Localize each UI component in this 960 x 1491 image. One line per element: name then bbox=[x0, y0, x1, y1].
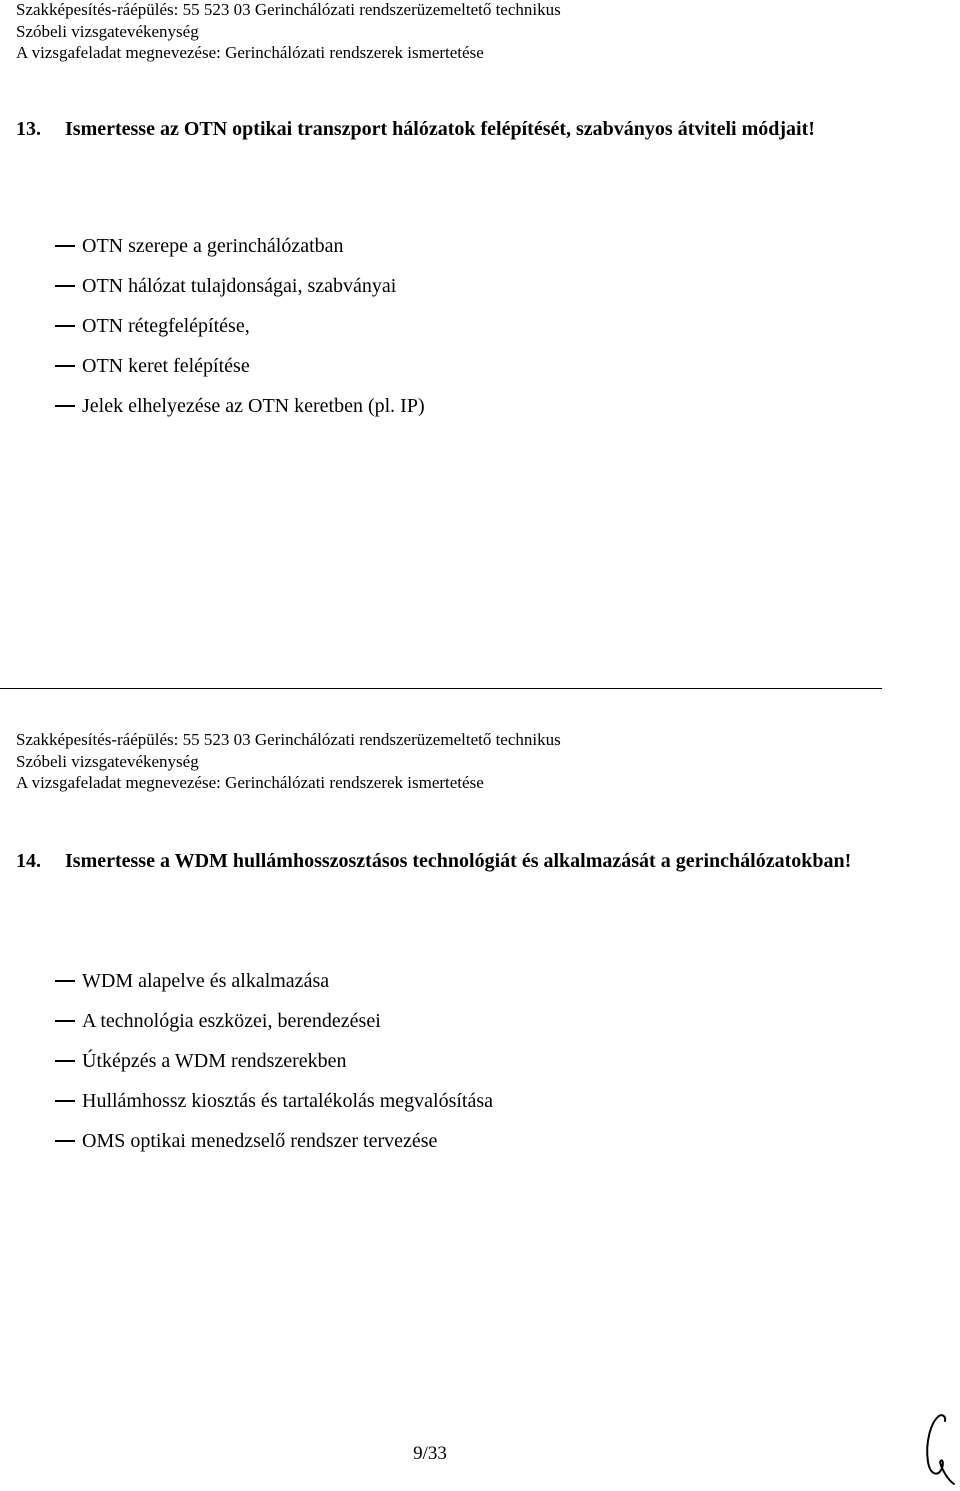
bullet-text: OTN szerepe a gerinchálózatban bbox=[82, 235, 344, 257]
bullet-text: OMS optikai menedzselő rendszer tervezése bbox=[82, 1130, 438, 1152]
dash-bullet-icon bbox=[55, 1060, 75, 1062]
bullet-text: A technológia eszközei, berendezései bbox=[82, 1010, 381, 1032]
header-qualification: Szakképesítés-ráépülés: 55 523 03 Gerinchálózati rendszerüzemeltető technikus bbox=[16, 730, 561, 749]
question-13 bbox=[16, 109, 872, 150]
bullet-item bbox=[55, 1081, 493, 1121]
dash-bullet-icon bbox=[55, 245, 75, 247]
question-text: Ismertesse a WDM hullámhosszosztásos technológiát és alkalmazását a gerinchálózatokban! bbox=[65, 850, 852, 872]
page-divider bbox=[0, 688, 882, 689]
dash-bullet-icon bbox=[55, 325, 75, 327]
header-exam-type: Szóbeli vizsgatevékenység bbox=[16, 751, 199, 771]
dash-bullet-icon bbox=[55, 1020, 75, 1022]
bullet-text: Jelek elhelyezése az OTN keretben (pl. IP) bbox=[82, 395, 425, 417]
header-qualification: Szakképesítés-ráépülés: 55 523 03 Gerinchálózati rendszerüzemeltető technikus bbox=[16, 0, 561, 19]
bullet-item bbox=[55, 226, 425, 266]
bullet-item bbox=[55, 1121, 493, 1161]
header-task-name: A vizsgafeladat megnevezése: Gerinchálózati rendszerek ismertetése bbox=[16, 43, 484, 62]
question-14 bbox=[16, 841, 872, 882]
bullet-text: Útképzés a WDM rendszerekben bbox=[82, 1050, 347, 1072]
dash-bullet-icon bbox=[55, 1140, 75, 1142]
bullet-text: OTN keret felépítése bbox=[82, 355, 250, 377]
page-header bbox=[16, 0, 561, 64]
dash-bullet-icon bbox=[55, 285, 75, 287]
dash-bullet-icon bbox=[55, 365, 75, 367]
signature-icon bbox=[920, 1412, 956, 1488]
question-13-bullet-list bbox=[55, 226, 425, 426]
header-exam-type: Szóbeli vizsgatevékenység bbox=[16, 21, 199, 41]
bullet-item bbox=[55, 346, 425, 386]
page-number: 9/33 bbox=[413, 1443, 447, 1464]
question-14-bullet-list bbox=[55, 961, 493, 1161]
dash-bullet-icon bbox=[55, 1100, 75, 1102]
bullet-text: OTN hálózat tulajdonságai, szabványai bbox=[82, 275, 397, 297]
bullet-item bbox=[55, 306, 425, 346]
header-task-name: A vizsgafeladat megnevezése: Gerinchálózati rendszerek ismertetése bbox=[16, 773, 484, 792]
dash-bullet-icon bbox=[55, 405, 75, 407]
bullet-text: WDM alapelve és alkalmazása bbox=[82, 970, 330, 992]
page-header bbox=[16, 729, 561, 794]
bullet-item bbox=[55, 266, 425, 306]
bullet-item bbox=[55, 386, 425, 426]
bullet-item bbox=[55, 1001, 493, 1041]
question-text: Ismertesse az OTN optikai transzport hálózatok felépítését, szabványos átviteli módjait! bbox=[65, 118, 815, 140]
bullet-item bbox=[55, 1041, 493, 1081]
dash-bullet-icon bbox=[55, 980, 75, 982]
question-number: 14. bbox=[16, 850, 41, 872]
bullet-item bbox=[55, 961, 493, 1001]
question-number: 13. bbox=[16, 118, 41, 140]
bullet-text: Hullámhossz kiosztás és tartalékolás megvalósítása bbox=[82, 1090, 494, 1112]
bullet-text: OTN rétegfelépítése, bbox=[82, 315, 250, 337]
